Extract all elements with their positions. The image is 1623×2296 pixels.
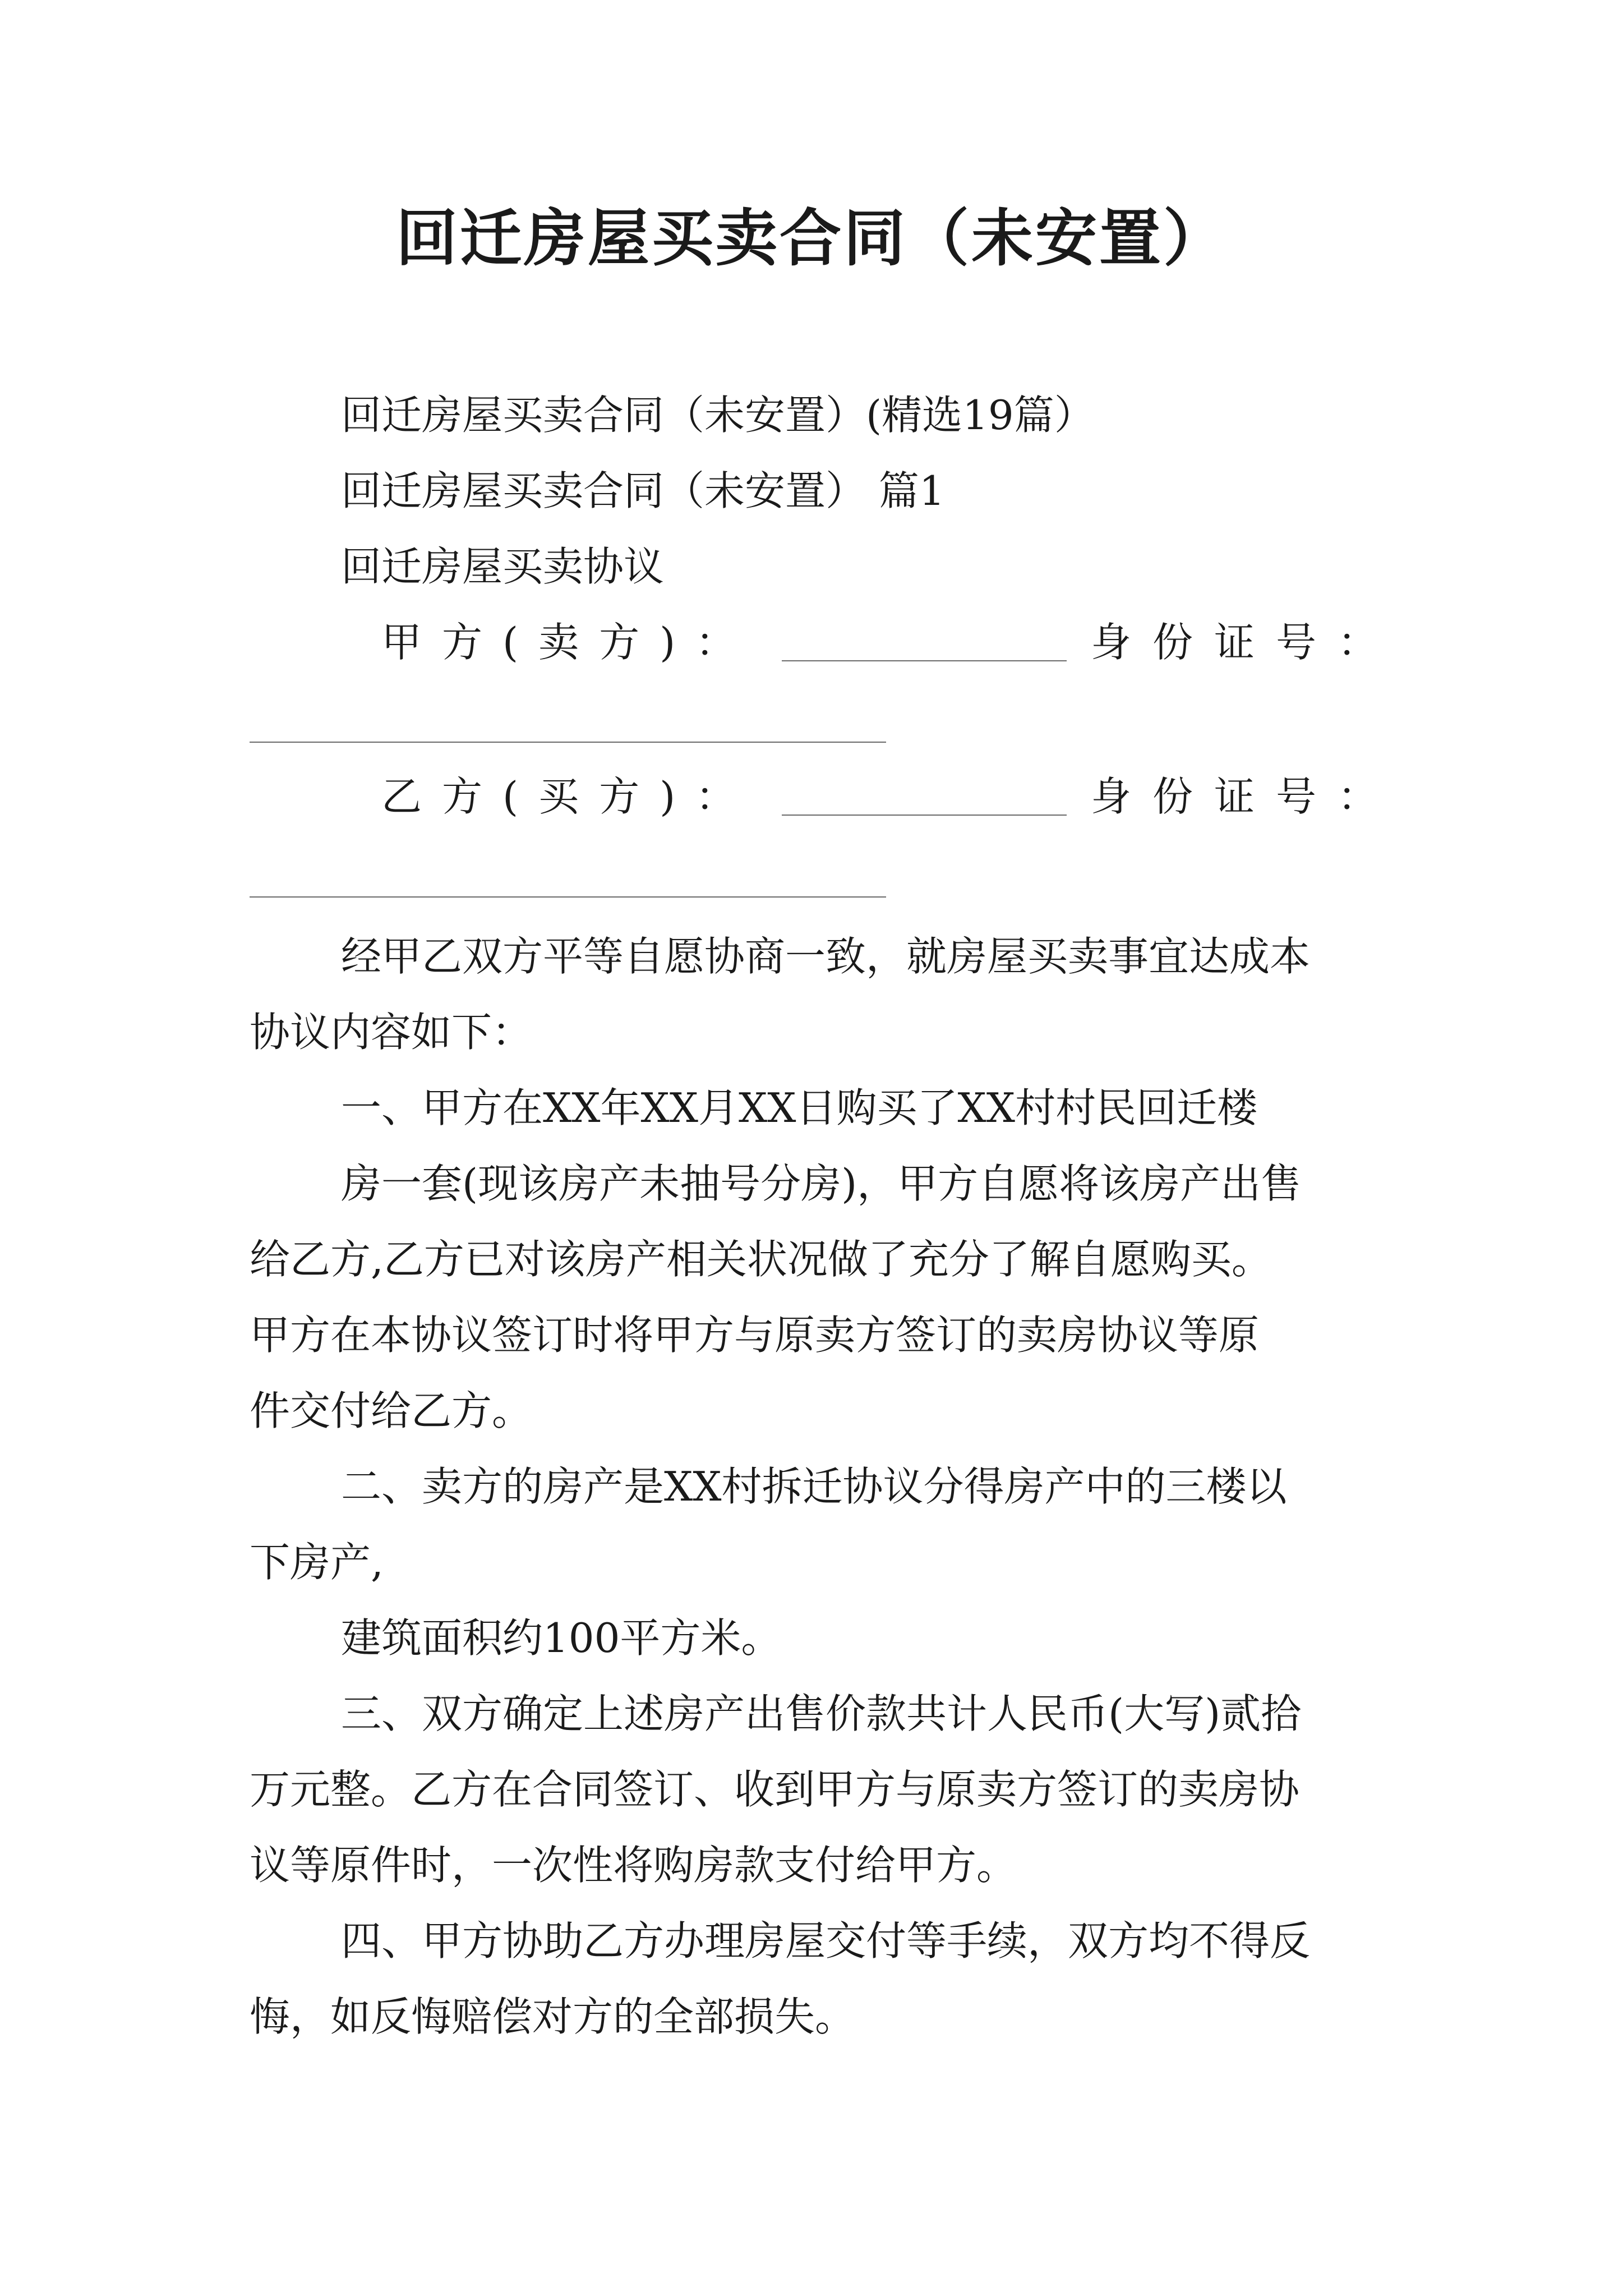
clause-3-line-3: 议等原件时，一次性将购房款支付给甲方。 — [250, 1842, 1017, 1889]
clause-4-line-2: 悔，如反悔赔偿对方的全部损失。 — [250, 1993, 856, 2040]
party-a-name-blank — [782, 660, 1067, 661]
agreement-title: 回迁房屋买卖协议 — [341, 543, 665, 590]
clause-4-line-1: 四、甲方协助乙方办理房屋交付等手续，双方均不得反 — [341, 1917, 1311, 1964]
intro-line-2: 协议内容如下： — [250, 1009, 533, 1056]
clause-2-line-1: 二、卖方的房产是XX村拆迁协议分得房产中的三楼以 — [341, 1463, 1287, 1510]
clause-1-line-4: 甲方在本协议签订时将甲方与原卖方签订的卖房协议等原 — [250, 1312, 1260, 1359]
party-b-id-blank — [250, 896, 886, 898]
clause-2-line-2: 下房产, — [250, 1539, 384, 1586]
clause-3-line-2: 万元整。乙方在合同签订、收到甲方与原卖方签订的卖房协 — [250, 1766, 1300, 1813]
party-a-id-label: 身份证号： — [1091, 619, 1400, 666]
clause-1-line-5: 件交付给乙方。 — [250, 1387, 533, 1434]
party-a-id-blank — [250, 742, 886, 743]
party-b-row — [381, 769, 1400, 825]
clause-2-line-3: 建筑面积约100平方米。 — [341, 1614, 782, 1662]
party-b-name-blank — [782, 815, 1067, 816]
section-heading: 回迁房屋买卖合同（未安置） 篇1 — [341, 467, 945, 514]
party-b-label: 乙方(买方)： — [381, 773, 757, 820]
clause-3-line-1: 三、双方确定上述房产出售价款共计人民币(大写)贰拾 — [341, 1690, 1302, 1737]
party-a-row — [381, 614, 1400, 670]
party-a-label: 甲方(卖方)： — [381, 619, 757, 666]
document-subtitle: 回迁房屋买卖合同（未安置）(精选19篇） — [341, 392, 1095, 439]
clause-1-line-2: 房一套(现该房产未抽号分房)，甲方自愿将该房产出售 — [341, 1160, 1302, 1207]
clause-1-line-1: 一、甲方在XX年XX月XX日购买了XX村村民回迁楼 — [341, 1084, 1258, 1131]
clause-1-line-3: 给乙方,乙方已对该房产相关状况做了充分了解自愿购买。 — [250, 1236, 1272, 1283]
document-title: 回迁房屋买卖合同（未安置） — [396, 202, 1227, 274]
intro-line-1: 经甲乙双方平等自愿协商一致，就房屋买卖事宜达成本 — [341, 933, 1311, 980]
party-b-id-label: 身份证号： — [1091, 773, 1400, 820]
